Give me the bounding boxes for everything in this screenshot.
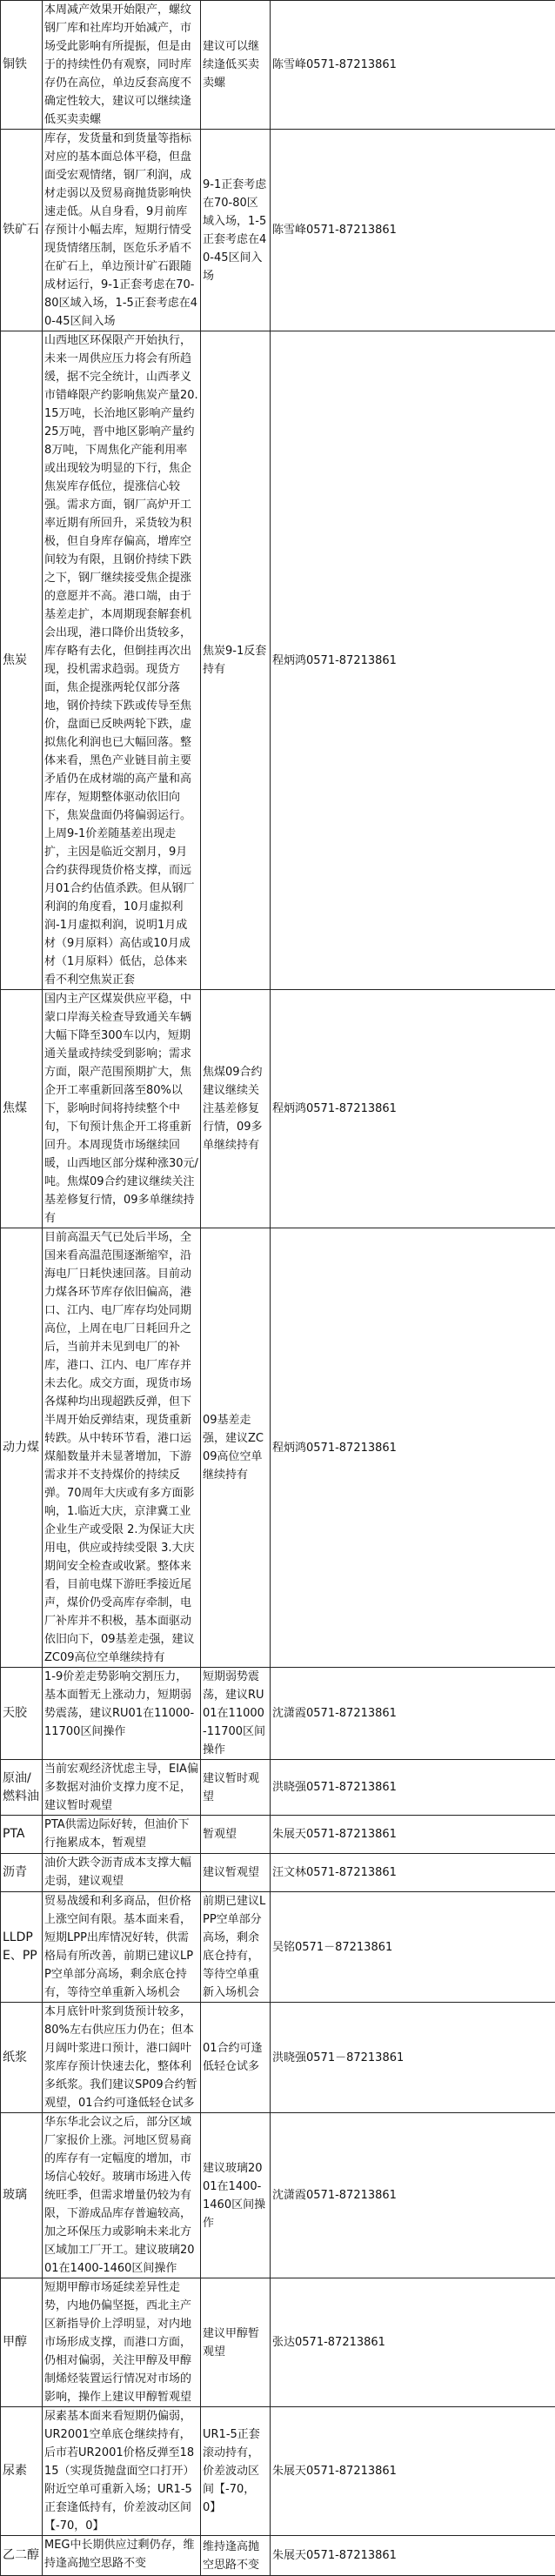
table-row-meg <box>1 2536 555 2576</box>
commodity-name: 尿素 <box>1 2407 43 2536</box>
analyst-contact: 朱展天0571-87213861 <box>271 2536 555 2576</box>
commodity-name: 铜铁 <box>1 1 43 130</box>
analysis-text: 山西地区环保限产开始执行，未来一周供应压力将会有所趋缓，据不完全统计，山西孝义市错峰限产约影响焦炭产量20.15万吨，长治地区影响产量约25万吨，晋中地区影响产量约8万吨，下周焦化产能利用率或出现较为明显的下行，焦企焦炭库存低位，提涨信心较强。需求方面，钢厂高炉开工率近期有所回升，采货较为积极，但自身库存偏高，增库空间较为有限，且钢价持续下跌之下，钢厂继续接受焦企提涨的意愿并不高。港口端，由于基差走扩，本周期现套解套机会出现，港口降价出货较多，库存略有去化，但倒挂再次出现，投机需求趋弱。现货方面，焦企提涨两轮仅部分落地，钢价持续下跌或传导至焦价，盘面已反映两轮下跌，虚拟焦化利润也已大幅回落。整体来看，黑色产业链目前主要矛盾仍在成材端的高产量和高库存，短期整体驱动依旧向下，焦炭盘面仍将偏弱运行。上周9-1价差随基差出现走扩，主因是临近交割月，9月合约获得现货价格支撑，而远月01合约估值杀跌。但从钢厂利润的角度看，10月虚拟利润-1月虚拟利润，说明1月成材（9月原料）高估或10月成材（1月原料）低估，总体来看不利空焦炭正套 <box>43 331 201 990</box>
commodity-name: 焦炭 <box>1 331 43 990</box>
strategy-view: 建议暂观望 <box>201 1854 271 1892</box>
table-row-coke <box>1 331 555 990</box>
analyst-contact: 朱展天0571-87213861 <box>271 2407 555 2536</box>
commodity-name: LLDPE、PP <box>1 1892 43 2003</box>
analyst-contact: 沈潇霞0571-87213861 <box>271 2113 555 2278</box>
strategy-view: 暂观望 <box>201 1816 271 1854</box>
analysis-text: 目前高温天气已处后半场，全国来看高温范围逐渐缩窄，沿海电厂日耗快速回落。目前动力煤各环节库存依旧偏高，港口、江内、电厂库存均处同期高位，上周在电厂日耗回升之后，当前并未见到电厂的补库，港口、江内、电厂库存并未去化。成交方面，现货市场各煤种均出现超跌反弹，但下半周开始反弹结束，现货重新转跌。从中转环节看，港口运煤船数量并未显著增加，下游需求并不支持煤价的持续反弹。70周年大庆或有多方面影响，1.临近大庆，京津冀工业企业生产或受限 2.为保证大庆用电，供应或持续受限 3.大庆期间安全检查或收紧。整体来看，目前电煤下游旺季接近尾声，煤价仍受高库存牵制，电厂补库并不积极，基本面驱动依旧向下，09基差走强，建议ZC09高位空单继续持有 <box>43 1228 201 1668</box>
table-row-rebar <box>1 1 555 130</box>
strategy-view: 短期弱势震荡，建议RU01在11000-11700区间操作 <box>201 1668 271 1760</box>
table-row-methanol <box>1 2278 555 2407</box>
table-row-pulp <box>1 2003 555 2113</box>
analysis-text: 短期甲醇市场延续差异性走势，内地仍偏坚挺，西北主产区新指导价上浮明显，对内地市场形成支撑，而港口方面，仍相对偏弱，关注甲醇及甲醇制烯烃装置运行情况对市场的影响，操作上建议甲醇暂观望 <box>43 2278 201 2407</box>
commodity-name: 纸浆 <box>1 2003 43 2113</box>
strategy-view: 01合约可逢低轻仓试多 <box>201 2003 271 2113</box>
commodity-name: 原油/燃料油 <box>1 1760 43 1816</box>
strategy-view: 建议可以继续逢低买卖卖螺 <box>201 1 271 130</box>
commodity-name: 甲醇 <box>1 2278 43 2407</box>
analyst-contact: 汪文林0571-87213861 <box>271 1854 555 1892</box>
strategy-view: 09基差走强，建议ZC09高位空单继续持有 <box>201 1228 271 1668</box>
strategy-view: 焦煤09合约建议继续关注基差修复行情，09多单继续持有 <box>201 990 271 1228</box>
strategy-view: 焦炭9-1反套持有 <box>201 331 271 990</box>
analysis-text: 本月底针叶浆到货预计较多，80%左右供应压力仍在；但本月阔叶浆进口预计，港口阔叶浆库存预计快速去化，整体利多纸浆。我们建议SP09合约暂观望，01合约可逢低轻仓试多 <box>43 2003 201 2113</box>
table-row-rubber <box>1 1668 555 1760</box>
table-row-glass <box>1 2113 555 2278</box>
analyst-contact: 程炳鸿0571-87213861 <box>271 1228 555 1668</box>
analysis-text: 国内主产区煤炭供应平稳，中蒙口岸海关检查导致通关车辆大幅下降至300车以内，短期通关量或持续受到影响；需求方面，限产范围预期扩大，焦企开工率重新回落至80%以下，影响时间将持续整个中旬，下旬预计焦企开工将重新回升。本周现货市场继续回暖，山西地区部分煤种涨30元/吨。焦煤09合约建议继续关注基差修复行情，09多单继续持有 <box>43 990 201 1228</box>
commodity-name: PTA <box>1 1816 43 1854</box>
commodity-name: 乙二醇 <box>1 2536 43 2576</box>
analyst-contact: 程炳鸿0571-87213861 <box>271 990 555 1228</box>
analysis-text: 华东华北会议之后，部分区域厂家报价上涨。河地区贸易商的库存有一定幅度的增加，市场信心较好。玻璃市场进入传统旺季，但需求增量仍较为有限，下游成品库存普遍较高，加之环保压力或影响未来北方区域加工厂开工。建议玻璃2001在1400-1460区间操作 <box>43 2113 201 2278</box>
strategy-view: 维持逢高抛空思路不变 <box>201 2536 271 2576</box>
analyst-contact: 朱展天0571-87213861 <box>271 1816 555 1854</box>
table-row-coking-coal <box>1 990 555 1228</box>
commodity-name: 铁矿石 <box>1 130 43 331</box>
analyst-contact: 陈雪峰0571-87213861 <box>271 130 555 331</box>
strategy-view: 建议玻璃2001在1400-1460区间操作 <box>201 2113 271 2278</box>
analyst-contact: 陈雪峰0571-87213861 <box>271 1 555 130</box>
commodity-name: 沥青 <box>1 1854 43 1892</box>
analysis-text: PTA供需边际好转，但油价下行拖累成本，暂观望 <box>43 1816 201 1854</box>
analysis-text: 油价大跌令沥青成本支撑大幅走弱，建议观望 <box>43 1854 201 1892</box>
analyst-contact: 洪晓强0571－87213861 <box>271 2003 555 2113</box>
analysis-text: MEG中长期供应过剩仍存，维持逢高抛空思路不变 <box>43 2536 201 2576</box>
analysis-text: 本周减产效果开始限产，螺纹钢厂库和社库均开始减产，市场受此影响有所提振，但是由于的持续性仍有观察，同时库存仍在高位，单边反套高度不确定性较大，建议可以继续逢低买卖卖螺 <box>43 1 201 130</box>
analysis-text: 贸易战缓和利多商品，但价格上涨空间有限。基本面来看，短期LPP出库情况好转，供需格局有所改善，前期已建议LPP空单部分高场，剩余底仓持有，等待空单重新入场机会 <box>43 1892 201 2003</box>
analysis-text: 库存，发货量和到货量等指标对应的基本面总体平稳，但盘面受宏观情绪，钢厂利润，成材走弱以及贸易商抛货影响快速走低。从自身看，9月前库存预计小幅去库，短期行情受现货情绪压制，医危乐矛盾不在矿石上，单边预计矿石跟随成材运行，9-1正套考虑在70-80区域入场，1-5正套考虑在40-45区间入场 <box>43 130 201 331</box>
commodity-name: 动力煤 <box>1 1228 43 1668</box>
table-row-lldpe-pp <box>1 1892 555 2003</box>
strategy-view: 建议暂时观望 <box>201 1760 271 1816</box>
table-row-bitumen <box>1 1854 555 1892</box>
strategy-view: 前期已建议LPP空单部分高场，剩余底仓持有，等待空单重新入场机会 <box>201 1892 271 2003</box>
analyst-contact: 程炳鸿0571-87213861 <box>271 331 555 990</box>
commodity-name: 玻璃 <box>1 2113 43 2278</box>
analyst-contact: 洪晓强0571-87213861 <box>271 1760 555 1816</box>
analysis-text: 尿素基本面来看短期仍偏弱，UR2001空单底仓继续持有，后市若UR2001价格反弹至1815（实现货抛盘面空口打开）附近空单可重新入场；UR1-5正套逢低持有，价差波动区间【-70，0】 <box>43 2407 201 2536</box>
analyst-contact: 沈潇霞0571-87213861 <box>271 1668 555 1760</box>
commodity-name: 焦煤 <box>1 990 43 1228</box>
analysis-text: 当前宏观经济忧虑主导，EIA偏多数据对油价支撑力度不足，建议暂时观望 <box>43 1760 201 1816</box>
table-row-pta <box>1 1816 555 1854</box>
strategy-view: 9-1正套考虑在70-80区域入场，1-5正套考虑在40-45区间入场 <box>201 130 271 331</box>
table-row-crude-oil <box>1 1760 555 1816</box>
analyst-contact: 吴铭0571－87213861 <box>271 1892 555 2003</box>
strategy-view: 建议甲醇暂观望 <box>201 2278 271 2407</box>
analysis-text: 1-9价差走势影响交割压力，基本面暂无上涨动力，短期弱势震荡，建议RU01在11000-11700区间操作 <box>43 1668 201 1760</box>
commodity-name: 天胶 <box>1 1668 43 1760</box>
analyst-contact: 张达0571-87213861 <box>271 2278 555 2407</box>
table-row-urea <box>1 2407 555 2536</box>
table-row-iron-ore <box>1 130 555 331</box>
strategy-view: UR1-5正套滚动持有，价差波动区间【-70，0】 <box>201 2407 271 2536</box>
table-row-thermal-coal <box>1 1228 555 1668</box>
